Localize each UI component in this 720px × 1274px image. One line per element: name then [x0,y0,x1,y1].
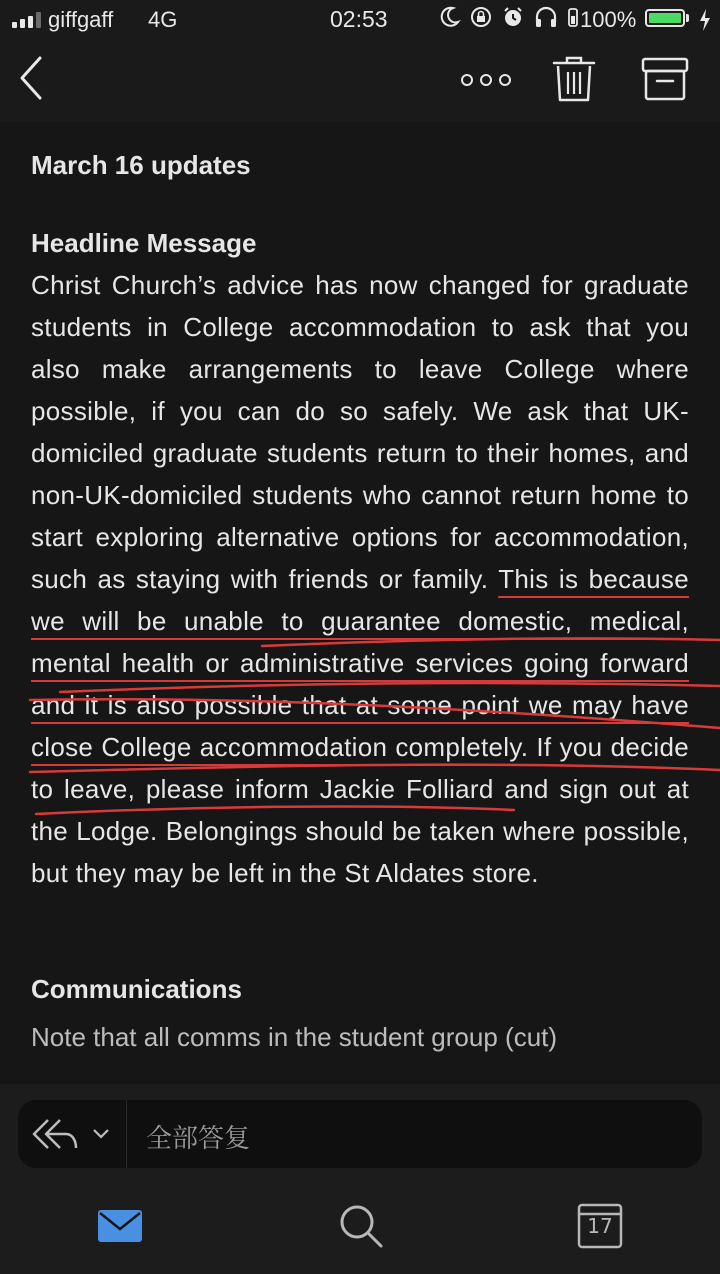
archive-icon[interactable] [640,56,690,102]
communications-cutoff-text: Note that all comms in the student group (cut) [31,1022,558,1052]
status-icons [440,6,578,28]
headphones-icon [534,6,558,28]
more-dots-icon[interactable] [458,66,514,94]
calendar-day-number: 17 [587,1214,613,1238]
search-icon [337,1202,385,1250]
network-type: 4G [148,7,178,32]
charging-icon [698,8,712,32]
trash-icon[interactable] [552,54,596,104]
back-chevron-icon[interactable] [14,54,50,102]
tab-calendar[interactable] [576,1202,624,1250]
tab-mail[interactable] [96,1202,144,1250]
email-toolbar [0,40,720,122]
reply-options-button[interactable] [18,1100,127,1168]
headline-text-part1: Christ Church’s advice has now changed for graduate students in College accommodation to ask that you also make arrangements to leave College where possible, if you can do so safely. We ask that UK-domiciled graduate students return to their homes, and non-UK-domiciled students who cannot return home to start exploring alternative options for accommodation, such as staying with friends or family. [31,270,689,594]
battery-icon [645,9,685,27]
chevron-down-icon [92,1128,110,1140]
alarm-icon [502,6,524,28]
update-date-heading: March 16 updates [31,150,251,180]
status-bar [0,0,720,40]
moon-icon [440,6,460,28]
email-content [31,150,690,1052]
status-time: 02:53 [330,6,388,32]
headline-text-part2: If you decide to leave, please inform Jackie Folliard and sign out at the Lodge. Belongings should be taken where possible, but they may be left in the St Aldates store. [31,732,690,888]
highlighted-text: This is because we will be unable to guarantee domestic, medical, mental health or administrative services going forward and it is also possible that at some point we may have close College accommodation completely. [31,564,689,762]
email-body[interactable] [0,122,720,1084]
reply-all-icon [32,1116,80,1152]
carrier-name: giffgaff [48,7,114,32]
communications-title: Communications [31,974,242,1004]
device-battery-icon [568,6,578,28]
mail-icon [96,1202,144,1250]
battery-percent: 100% [580,7,637,32]
headline-message-title: Headline Message [31,228,257,258]
reply-all-label[interactable]: 全部答复 [146,1124,251,1154]
headline-message-body [31,264,689,894]
rotation-lock-icon [470,6,492,28]
tab-search[interactable] [337,1202,385,1250]
reply-bar[interactable] [18,1100,702,1168]
signal-strength-icon [12,12,41,28]
battery-tip [686,14,689,22]
bottom-panel [0,1084,720,1274]
